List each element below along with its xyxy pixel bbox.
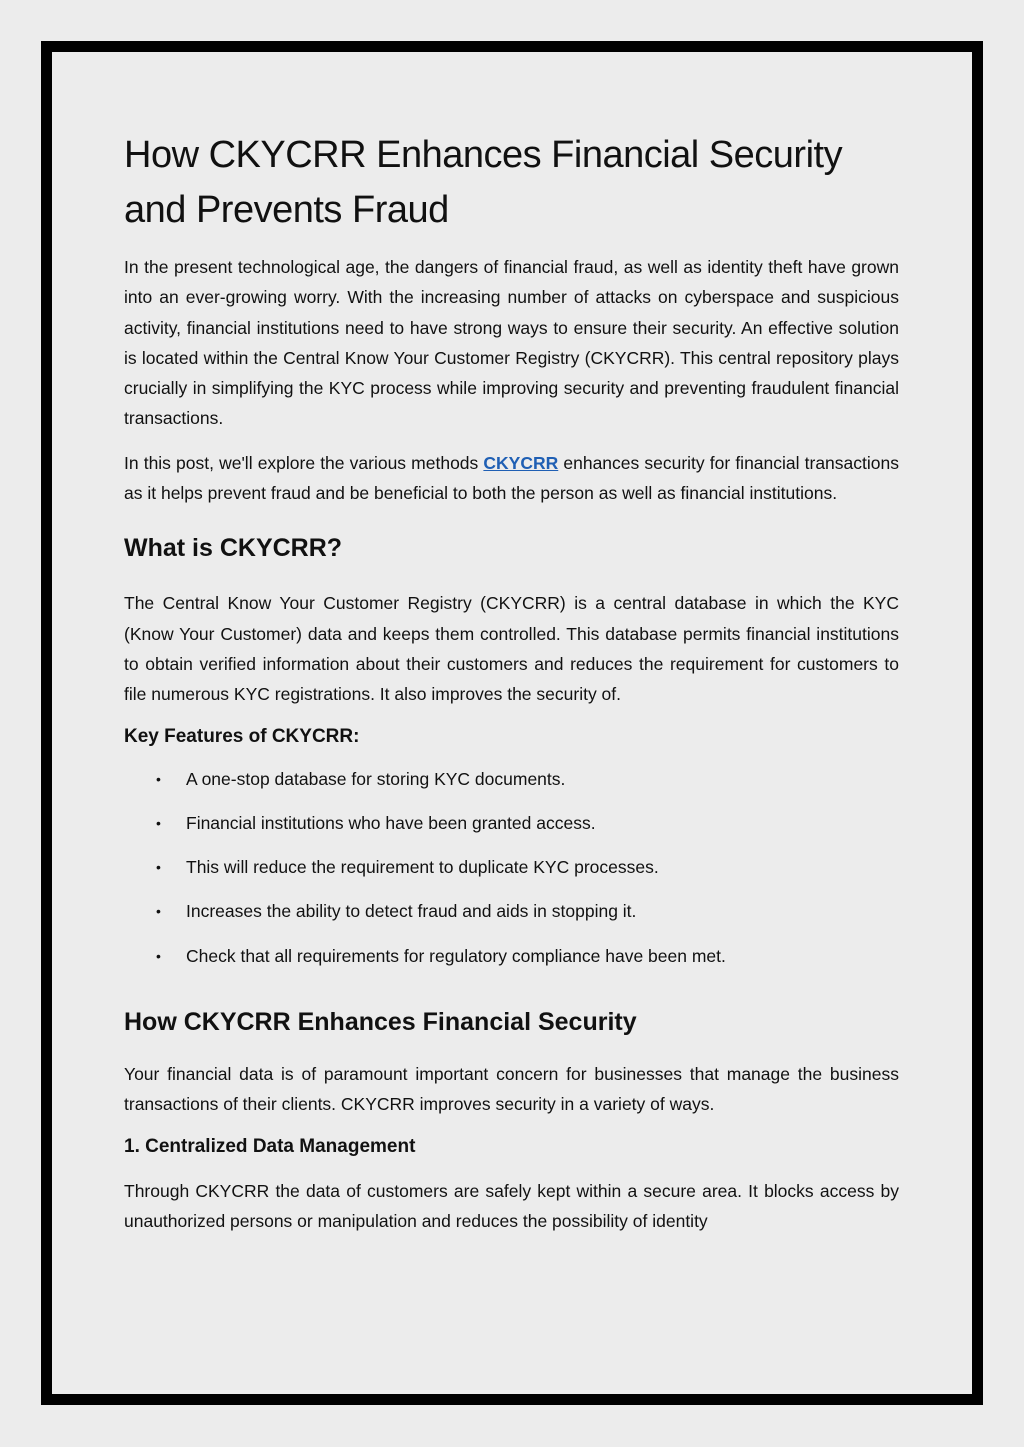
- intro-text-before-link: In this post, we'll explore the various methods: [124, 452, 484, 473]
- bullet-icon: •: [156, 903, 161, 920]
- bullet-icon: •: [156, 770, 161, 787]
- section-what-is-ckycrr-body: The Central Know Your Customer Registry (CKYCRR) is a central database in which the KYC (Know Your Customer) data and keeps them controlled. This database permits financial institutions to obtain verified information about their customers and reduces the requirement for customers to file numerous KYC registrations. It also improves the security of.: [124, 593, 899, 705]
- ckycrr-link[interactable]: CKYCRR: [483, 452, 559, 473]
- key-features-heading: Key Features of CKYCRR:: [124, 725, 360, 747]
- list-item: [124, 810, 899, 854]
- list-item: [124, 854, 899, 898]
- bullet-icon: •: [156, 814, 161, 831]
- subsection-heading-centralized-data: 1. Centralized Data Management: [124, 1135, 416, 1157]
- key-features-list: [124, 766, 899, 987]
- list-item: [124, 898, 899, 942]
- list-item-text: This will reduce the requirement to duplicate KYC processes.: [186, 857, 659, 878]
- bullet-icon: •: [156, 859, 161, 876]
- list-item: [124, 943, 899, 987]
- article: [124, 128, 899, 1250]
- section-heading-enhances-security: How CKYCRR Enhances Financial Security: [124, 1008, 637, 1037]
- list-item: [124, 766, 899, 810]
- list-item-text: A one-stop database for storing KYC documents.: [186, 768, 566, 789]
- intro-paragraph-2: [124, 448, 899, 509]
- section-heading-what-is-ckycrr: What is CKYCRR?: [124, 534, 343, 563]
- section-enhances-security-body: Your financial data is of paramount important concern for businesses that manage the business transactions of their clients. CKYCRR improves security in a variety of ways.: [124, 1064, 899, 1115]
- list-item-text: Increases the ability to detect fraud and aids in stopping it.: [186, 901, 637, 922]
- article-title: How CKYCRR Enhances Financial Security and Prevents Fraud: [124, 134, 843, 231]
- list-item-text: Check that all requirements for regulatory compliance have been met.: [186, 945, 726, 966]
- bullet-icon: •: [156, 947, 161, 964]
- list-item-text: Financial institutions who have been granted access.: [186, 812, 596, 833]
- subsection-centralized-data-body: Through CKYCRR the data of customers are safely kept within a secure area. It blocks access by unauthorized persons or manipulation and reduces the possibility of identity: [124, 1180, 899, 1231]
- intro-paragraph-1: In the present technological age, the dangers of financial fraud, as well as identity theft have grown into an ever-growing worry. With the increasing number of attacks on cyberspace and suspicious activity, financial institutions need to have strong ways to ensure their security. An effective solution is located within the Central Know Your Customer Registry (CKYCRR). This central repository plays crucially in simplifying the KYC process while improving security and preventing fraudulent financial transactions.: [124, 257, 899, 429]
- intro-text-after-link: enhances security for financial transactions as it helps prevent fraud and be beneficial to both the person as well as financial institutions.: [124, 452, 899, 504]
